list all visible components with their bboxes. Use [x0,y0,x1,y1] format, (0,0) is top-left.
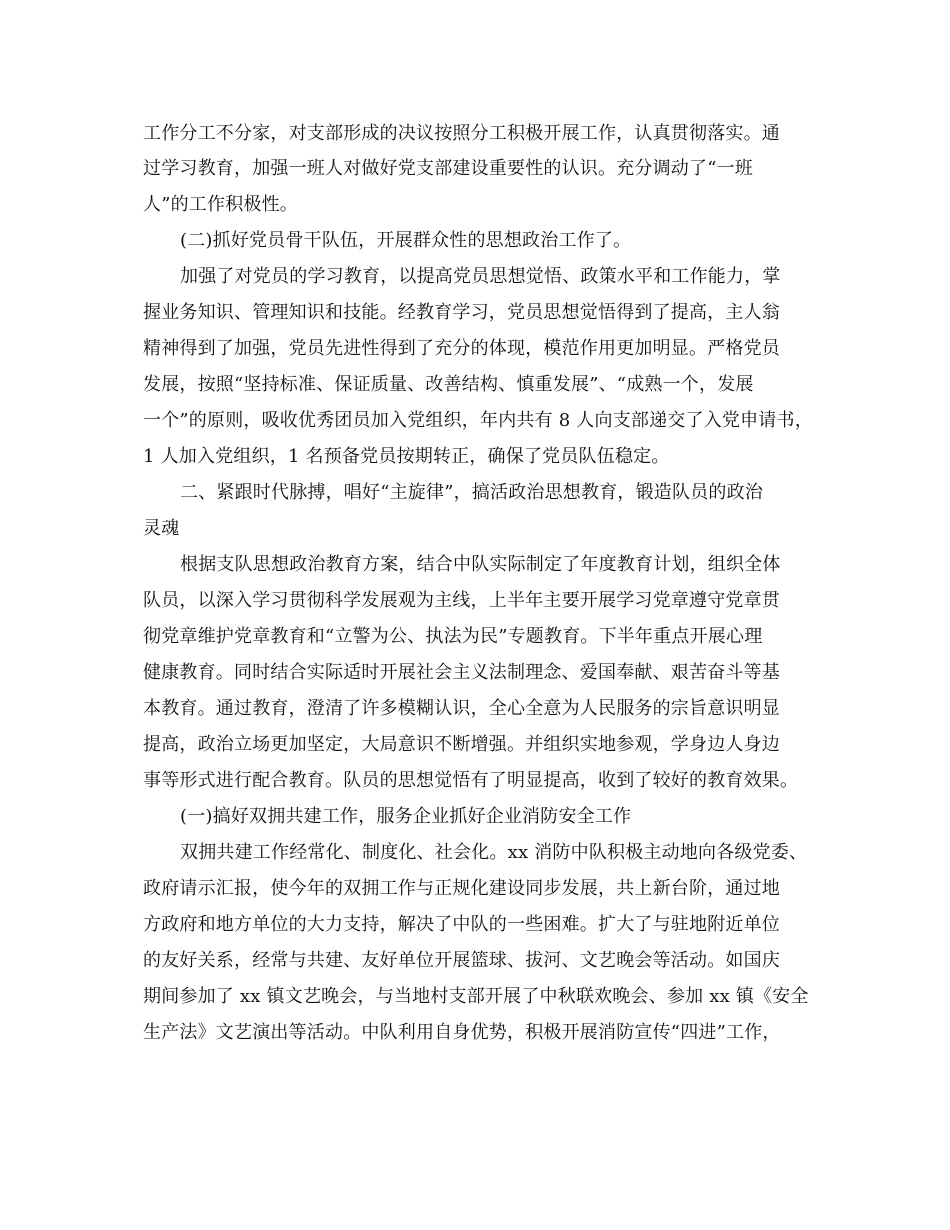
paragraph-line: 根据支队思想政治教育方案，结合中队实际制定了年度教育计划，组织全体 [180,554,781,575]
paragraph-line: 加强了对党员的学习教育，以提高党员思想觉悟、政策水平和工作能力，掌 [180,266,781,287]
section-heading-continued: 灵魂 [143,518,180,539]
paragraph-line: 工作分工不分家，对支部形成的决议按照分工积极开展工作，认真贯彻落实。通 [143,123,780,144]
section-heading: (一)搞好双拥共建工作，服务企业抓好企业消防安全工作 [180,806,632,827]
paragraph-line: 握业务知识、管理知识和技能。经教育学习，党员思想觉悟得到了提高，主人翁 [143,302,780,323]
paragraph-line: 双拥共建工作经常化、制度化、社会化。xx 消防中队积极主动地向各级党委、 [180,842,808,863]
paragraph-line: 政府请示汇报，使今年的双拥工作与正规化建设同步发展，共上新台阶，通过地 [143,878,780,899]
paragraph-line: 人”的工作积极性。 [143,194,299,215]
paragraph-line: 彻党章维护党章教育和“立警为公、执法为民”专题教育。下半年重点开展心理 [143,626,763,647]
paragraph-line: 提高，政治立场更加坚定，大局意识不断增强。并组织实地参观，学身边人身边 [143,734,780,755]
section-heading: 二、紧跟时代脉搏，唱好“主旋律”，搞活政治思想教育，锻造队员的政治 [180,482,764,503]
paragraph-line: 事等形式进行配合教育。队员的思想觉悟有了明显提高，收到了较好的教育效果。 [143,770,799,791]
paragraph-line: 发展，按照“坚持标准、保证质量、改善结构、慎重发展”、“成熟一个，发展 [143,374,754,395]
paragraph-line: 1 人加入党组织，1 名预备党员按期转正，确保了党员队伍稳定。 [143,446,670,467]
paragraph-line: 精神得到了加强，党员先进性得到了充分的体现，模范作用更加明显。严格党员 [143,338,780,359]
paragraph-line: 方政府和地方单位的大力支持，解决了中队的一些困难。扩大了与驻地附近单位 [143,914,780,935]
paragraph-line: 生产法》文艺演出等活动。中队利用自身优势，积极开展消防宣传“四进”工作， [143,1022,781,1043]
paragraph-line: 队员，以深入学习贯彻科学发展观为主线，上半年主要开展学习党章遵守党章贯 [143,590,780,611]
paragraph-line: 健康教育。同时结合实际适时开展社会主义法制理念、爱国奉献、艰苦奋斗等基 [143,662,780,683]
paragraph-line: 本教育。通过教育，澄清了许多模糊认识，全心全意为人民服务的宗旨意识明显 [143,698,780,719]
paragraph-line: 一个”的原则，吸收优秀团员加入党组织，年内共有 8 人向支部递交了入党申请书， [143,410,813,431]
paragraph-line: 的友好关系，经常与共建、友好单位开展篮球、拔河、文艺晚会等活动。如国庆 [143,950,780,971]
paragraph-line: 期间参加了 xx 镇文艺晚会，与当地村支部开展了中秋联欢晚会、参加 xx 镇《安全 [143,986,809,1007]
paragraph-line: 过学习教育，加强一班人对做好党支部建设重要性的认识。充分调动了“一班 [143,158,753,179]
section-heading: (二)抓好党员骨干队伍，开展群众性的思想政治工作了。 [180,230,632,251]
